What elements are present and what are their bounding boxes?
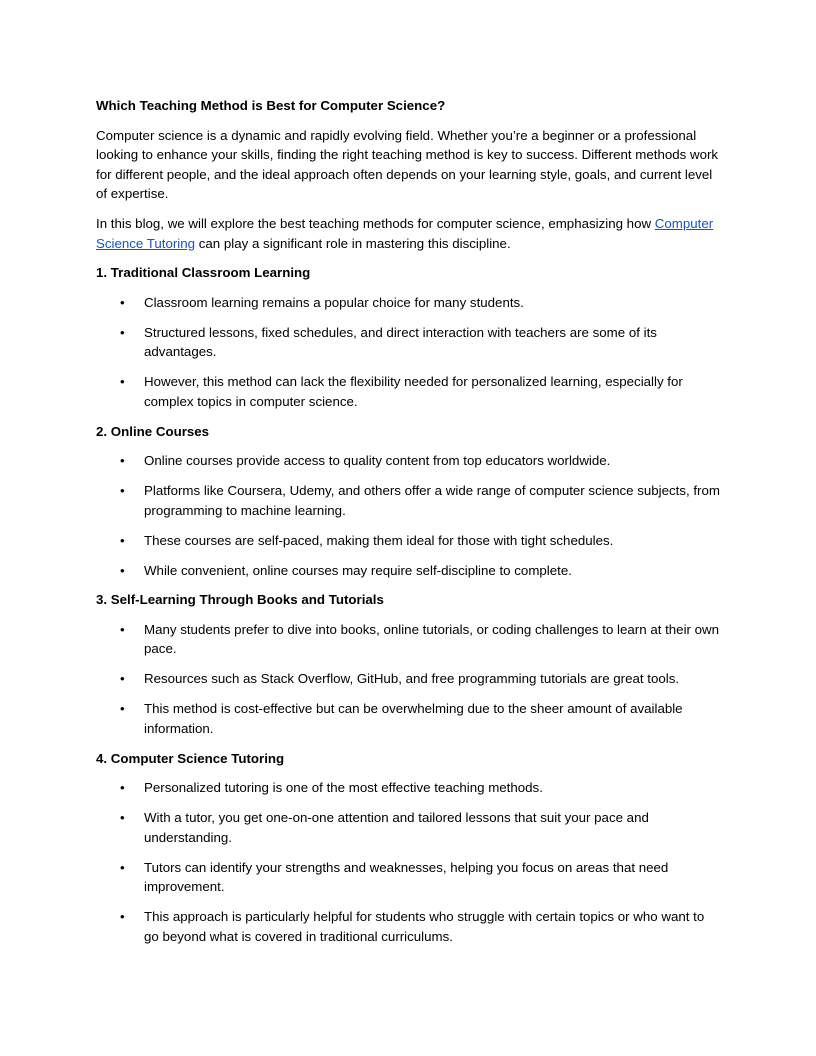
list-item-text: While convenient, online courses may require self-discipline to complete.	[144, 562, 572, 578]
list-item	[96, 808, 722, 847]
list-item	[96, 858, 722, 897]
list-item	[96, 372, 722, 411]
list-item-text: Classroom learning remains a popular choice for many students.	[144, 294, 524, 310]
bullet-icon: •	[120, 562, 125, 578]
list-item-text: Personalized tutoring is one of the most effective teaching methods.	[144, 780, 543, 796]
bullet-icon: •	[120, 780, 125, 796]
document-title: Which Teaching Method is Best for Computer Science?	[96, 98, 446, 113]
document-page	[96, 96, 722, 957]
bullet-icon: •	[120, 374, 125, 390]
list-item-text: This method is cost-effective but can be overwhelming due to the sheer amount of available information.	[144, 701, 683, 736]
bullet-icon: •	[120, 483, 125, 499]
list-item	[96, 531, 722, 551]
section-heading-self-learning: 3. Self-Learning Through Books and Tutorials	[96, 592, 384, 608]
list-item	[96, 907, 722, 946]
list-item	[96, 481, 722, 520]
section-heading-tutoring: 4. Computer Science Tutoring	[96, 750, 285, 766]
blog-paragraph-text-after: can play a significant role in mastering this discipline.	[195, 235, 511, 251]
computer-science-tutoring-link[interactable]: Computer Science Tutoring	[96, 215, 714, 251]
bullet-list-classroom	[96, 293, 722, 412]
bullet-icon: •	[120, 701, 125, 717]
list-item-text: Structured lessons, fixed schedules, and direct interaction with teachers are some of its advantages.	[144, 324, 657, 360]
list-item	[96, 699, 722, 738]
bullet-icon: •	[120, 324, 125, 340]
list-item-text: With a tutor, you get one-on-one attention and tailored lessons that suit your pace and understanding.	[144, 810, 649, 845]
bullet-icon: •	[120, 453, 125, 469]
list-item-text: These courses are self-paced, making them ideal for those with tight schedules.	[144, 532, 614, 548]
bullet-icon: •	[120, 909, 125, 925]
list-item-text: Platforms like Coursera, Udemy, and others offer a wide range of computer science subjects, from programming to machine learning.	[144, 483, 720, 518]
list-item	[96, 561, 722, 581]
list-item-text: Tutors can identify your strengths and weaknesses, helping you focus on areas that need improvement.	[144, 859, 669, 895]
bullet-icon: •	[120, 859, 125, 875]
bullet-list-online-courses	[96, 451, 722, 580]
blog-paragraph-text-before: In this blog, we will explore the best teaching methods for computer science, emphasizing how	[96, 215, 655, 231]
bullet-icon: •	[120, 621, 125, 637]
section-heading-online-courses: 2. Online Courses	[96, 423, 210, 439]
list-item-text: This approach is particularly helpful for students who struggle with certain topics or who want to go beyond what is covered in traditional curriculums.	[144, 909, 705, 944]
bullet-icon: •	[120, 294, 125, 310]
list-item-text: However, this method can lack the flexibility needed for personalized learning, especially for complex topics in computer science.	[144, 374, 683, 409]
bullet-icon: •	[120, 532, 125, 548]
list-item	[96, 620, 722, 659]
list-item	[96, 778, 722, 798]
section-heading-classroom: 1. Traditional Classroom Learning	[96, 265, 311, 281]
list-item	[96, 323, 722, 362]
bullet-icon: •	[120, 671, 125, 687]
bullet-list-self-learning	[96, 620, 722, 739]
list-item	[96, 451, 722, 471]
bullet-icon: •	[120, 810, 125, 826]
blog-paragraph	[96, 214, 722, 253]
list-item-text: Resources such as Stack Overflow, GitHub, and free programming tutorials are great tools.	[144, 671, 680, 687]
bullet-list-tutoring	[96, 778, 722, 946]
list-item-text: Online courses provide access to quality content from top educators worldwide.	[144, 453, 611, 469]
list-item	[96, 293, 722, 313]
list-item	[96, 669, 722, 689]
list-item-text: Many students prefer to dive into books, online tutorials, or coding challenges to learn at their own pace.	[144, 621, 720, 657]
intro-paragraph: Computer science is a dynamic and rapidly evolving field. Whether you’re a beginner or a professional looking to enhance your skills, finding the right teaching method is key to success. Different methods work for different people, and the ideal approach often depends on your learning style, goals, and current level of expertise.	[96, 127, 719, 202]
